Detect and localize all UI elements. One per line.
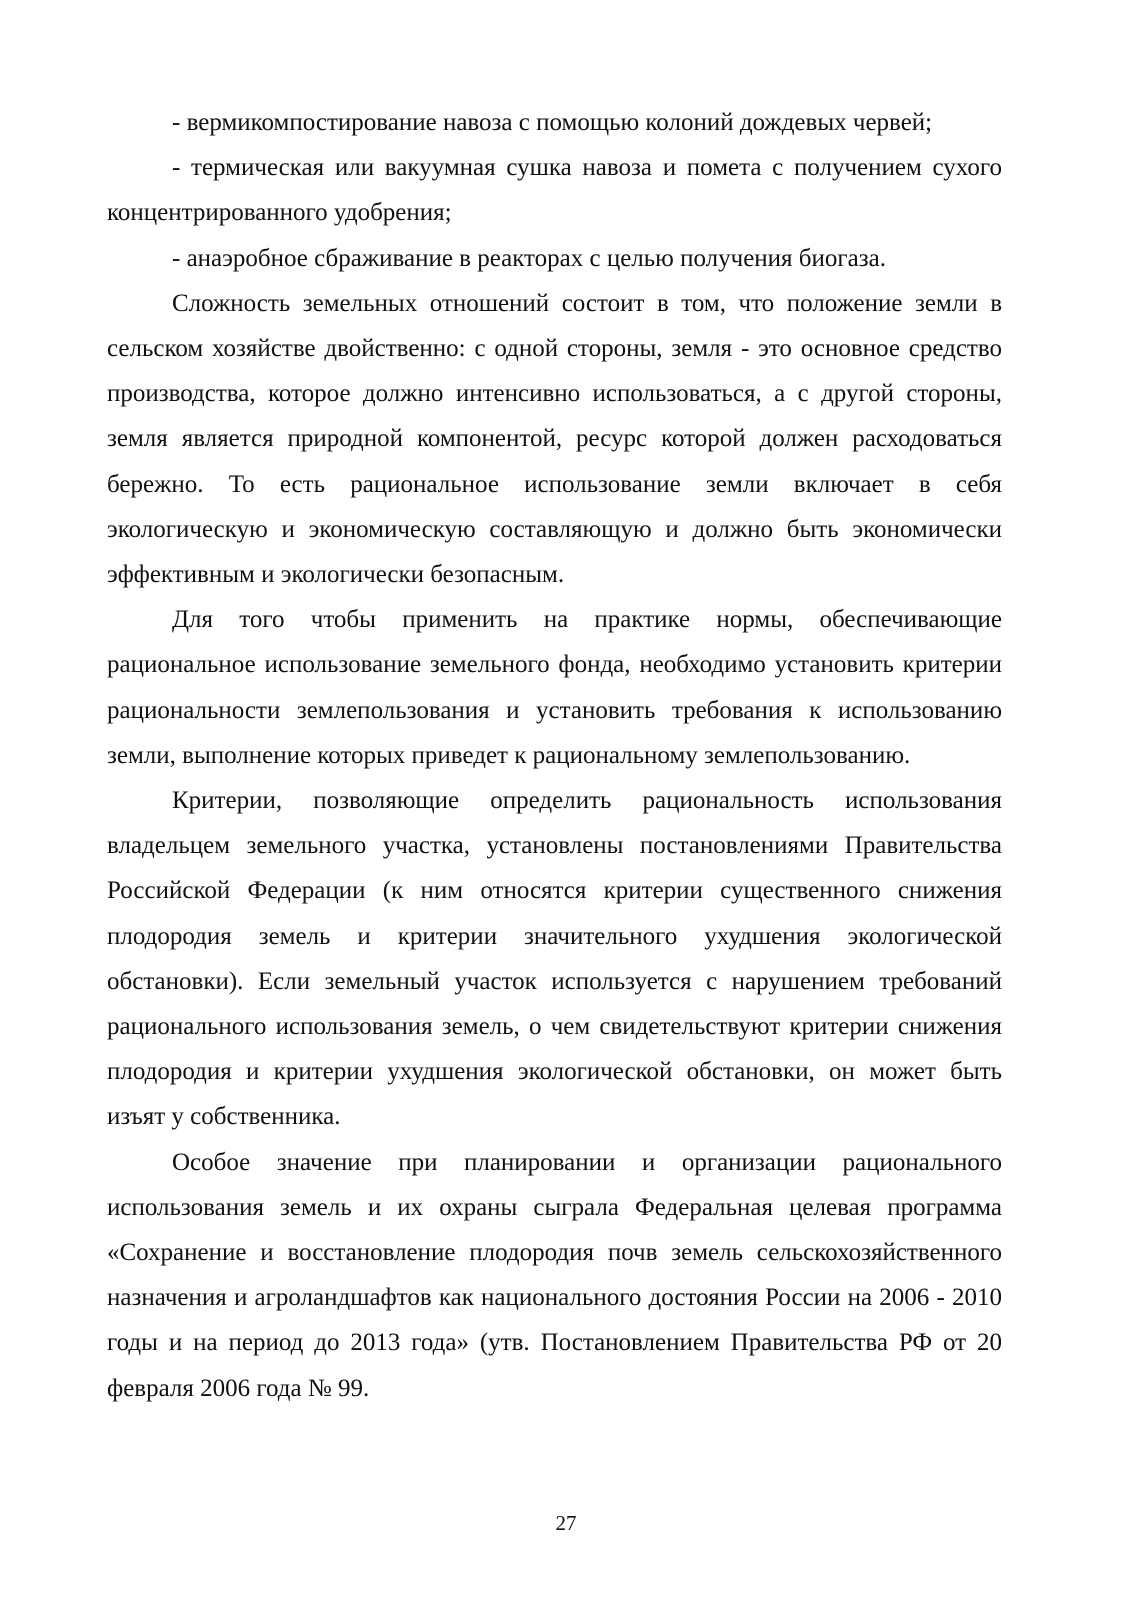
list-item-anaerobic: - анаэробное сбраживание в реакторах с целью получения биогаза. <box>172 244 886 272</box>
paragraph-federal-program: Особое значение при планировании и организации рационального использования земель и их охраны сыграла Федеральная целевая программа «Сохранение и восстановление плодородия почв земель сельскохозяйственного назначения и агроландшафтов как национального достояния России на 2006 - 2010 годы и на период до 2013 года» (утв. Постановлением Правительства РФ от 20 февраля 2006 года № 99. <box>107 1148 1002 1402</box>
list-item-vermicomposting: - вермикомпостирование навоза с помощью колоний дождевых червей; <box>172 109 933 136</box>
paragraph-criteria: Критерии, позволяющие определить рациональность использования владельцем земельного участка, установлены постановлениями Правительства Российской Федерации (к ним относятся критерии существенного снижения плодородия земель и критерии значительного ухудшения экологической обстановки). Если земельный участок используется с нарушением требований рационального использования земель, о чем свидетельствуют критерии снижения плодородия и критерии ухудшения экологической обстановки, он может быть изъят у собственника. <box>107 787 1002 1131</box>
document-page <box>107 100 1002 1411</box>
paragraph-land-relations: Сложность земельных отношений состоит в том, что положение земли в сельском хозяйстве двойственно: с одной стороны, земля - это основное средство производства, которое должно интенсивно использоваться, а с другой стороны, земля является природной компонентой, ресурс которой должен расходоваться бережно. То есть рациональное использование земли включает в себя экологическую и экономическую составляющую и должно быть экономически эффективным и экологически безопасным. <box>107 289 1002 589</box>
list-item-drying: - термическая или вакуумная сушка навоза и помета с получением сухого концентрированного удобрения; <box>107 154 1002 227</box>
paragraph-rational-norms: Для того чтобы применить на практике нормы, обеспечивающие рациональное использование земельного фонда, необходимо установить критерии рациональности землепользования и установить требования к использованию земли, выполнение которых приведет к рациональному землепользованию. <box>107 606 1002 769</box>
page-number: 27 <box>555 1511 577 1535</box>
